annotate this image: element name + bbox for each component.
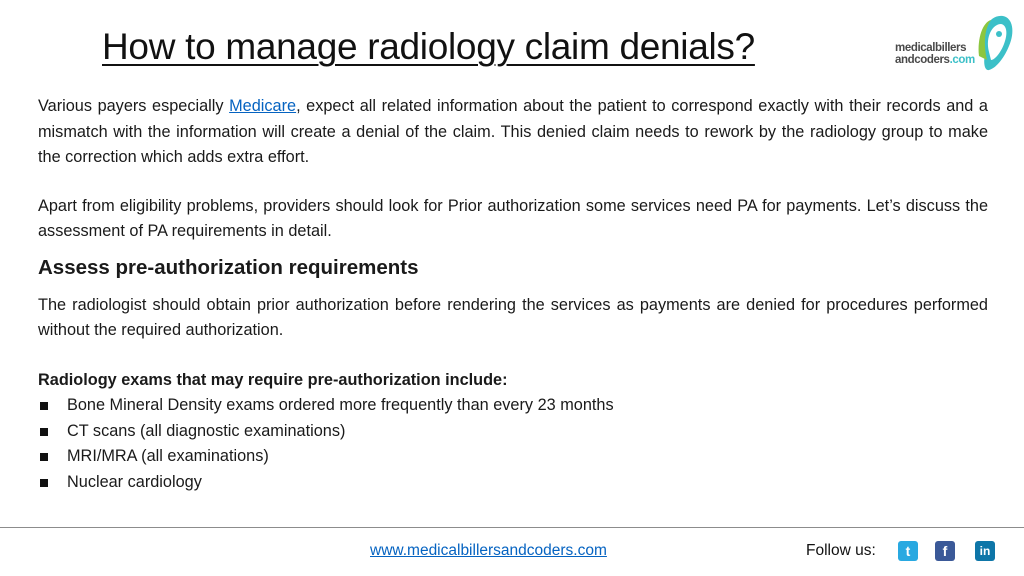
square-bullet-icon (40, 453, 48, 461)
medicare-link[interactable]: Medicare (229, 97, 297, 115)
para1-text-after: , expect all related information about the patient to correspond exactly with their records and a mismatch with the information will create a denial of the claim. This denied claim needs to rework by the radiology group to make the correction which adds extra effort. (38, 97, 988, 166)
list-item (38, 470, 988, 496)
list-item (38, 444, 988, 470)
section-heading: Assess pre-authorization requirements (38, 255, 419, 279)
paragraph-prior-authorization: The radiologist should obtain prior authorization before rendering the services as payments are denied for procedures performed without the required authorization. (38, 295, 988, 339)
footer-divider (0, 527, 1024, 528)
list-item-text: Bone Mineral Density exams ordered more frequently than every 23 months (67, 396, 614, 414)
paragraph-medicare (38, 94, 988, 171)
twitter-icon[interactable]: t (898, 541, 918, 561)
paragraph-eligibility: Apart from eligibility problems, providers should look for Prior authorization some services need PA for payments. Let’s discuss the assessment of PA requirements in detail. (38, 196, 988, 240)
list-item-text: MRI/MRA (all examinations) (67, 447, 269, 465)
company-logo (893, 12, 1017, 74)
square-bullet-icon (40, 402, 48, 410)
exam-list (38, 393, 988, 495)
list-item-text: Nuclear cardiology (67, 472, 202, 491)
square-bullet-icon (40, 479, 48, 487)
page-title: How to manage radiology claim denials? (102, 26, 755, 67)
linkedin-icon[interactable]: in (975, 541, 995, 561)
logo-text-suffix: .com (949, 54, 975, 66)
facebook-icon[interactable]: f (935, 541, 955, 561)
main-content (38, 94, 988, 495)
para1-text-before: Various payers especially (38, 97, 230, 115)
logo-text-line1: medicalbillers (895, 42, 967, 54)
follow-us-label: Follow us: (806, 542, 876, 559)
website-link[interactable]: www.medicalbillersandcoders.com (370, 542, 607, 559)
list-item (38, 393, 988, 419)
list-title: Radiology exams that may require pre-authorization include: (38, 370, 508, 389)
logo-text-line2: andcoders (895, 54, 950, 66)
list-item (38, 419, 988, 445)
square-bullet-icon (40, 428, 48, 436)
list-item-text: CT scans (all diagnostic examinations) (67, 421, 346, 440)
